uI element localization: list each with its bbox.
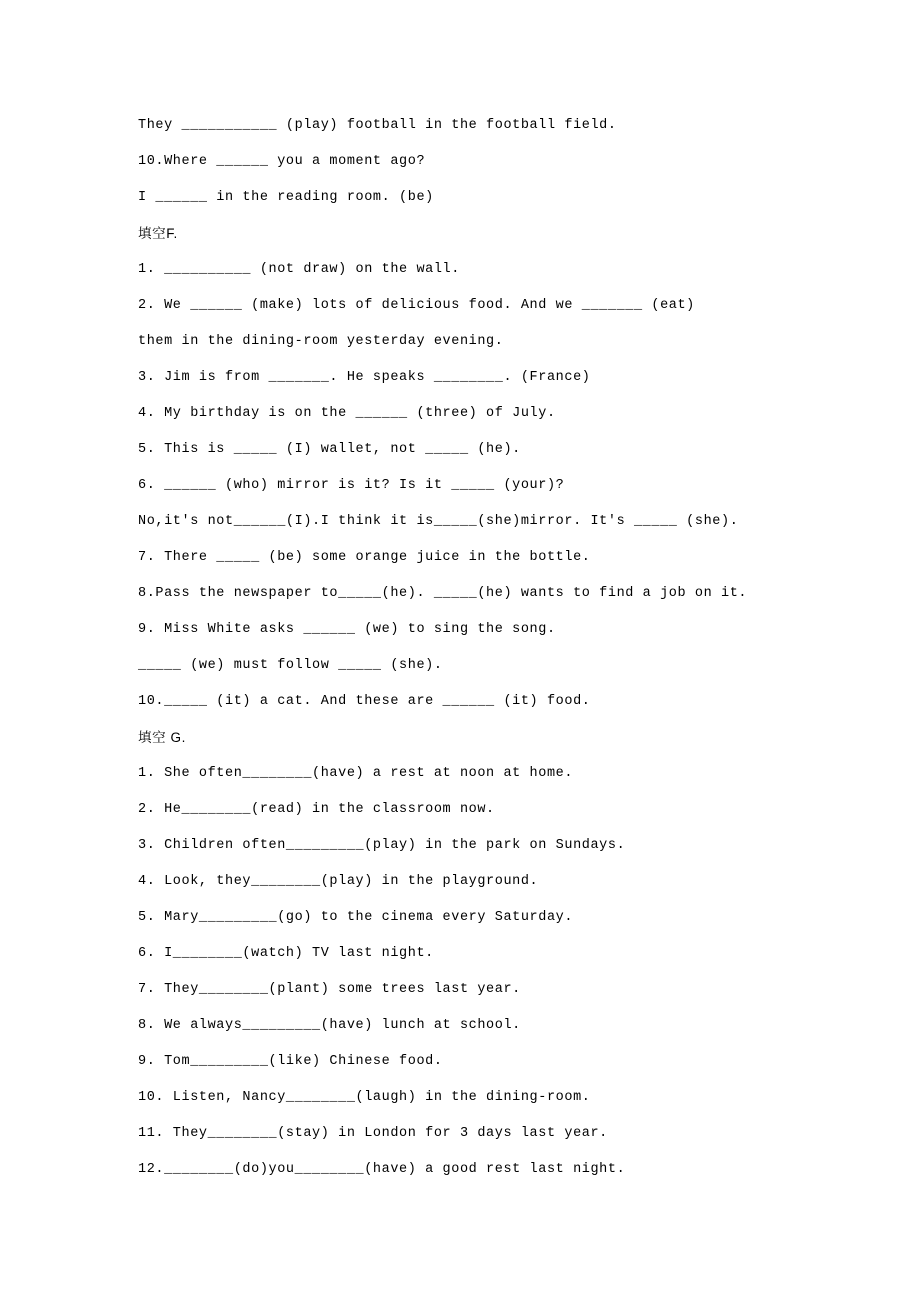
exercise-line: 2. We ______ (make) lots of delicious food. And we _______ (eat) (138, 298, 695, 313)
exercise-line: 5. Mary_________(go) to the cinema every Saturday. (138, 910, 574, 925)
exercise-line: 2. He________(read) in the classroom now. (138, 802, 495, 817)
exercise-line-continued: them in the dining-room yesterday evening. (138, 334, 504, 349)
exercise-line: 9. Miss White asks ______ (we) to sing the song. (138, 622, 556, 637)
exercise-line: 8. We always_________(have) lunch at school. (138, 1018, 521, 1033)
exercise-line: 3. Jim is from _______. He speaks ________. (France) (138, 370, 591, 385)
exercise-line: 12.________(do)you________(have) a good rest last night. (138, 1162, 626, 1177)
exercise-line: They ___________ (play) football in the football field. (138, 118, 617, 133)
exercise-line: 3. Children often_________(play) in the park on Sundays. (138, 838, 626, 853)
exercise-line: 4. My birthday is on the ______ (three) of July. (138, 406, 556, 421)
exercise-line: 7. They________(plant) some trees last year. (138, 982, 521, 997)
exercise-line: 6. I________(watch) TV last night. (138, 946, 434, 961)
exercise-line: 1. __________ (not draw) on the wall. (138, 262, 460, 277)
exercise-line: I ______ in the reading room. (be) (138, 190, 434, 205)
section-heading-f: 填空F. (138, 226, 178, 241)
exercise-line: 10._____ (it) a cat. And these are ______ (it) food. (138, 694, 591, 709)
exercise-line: 4. Look, they________(play) in the playground. (138, 874, 539, 889)
exercise-line: 5. This is _____ (I) wallet, not _____ (he). (138, 442, 521, 457)
section-heading-g: 填空 G. (138, 730, 187, 745)
exercise-line: 1. She often________(have) a rest at noon at home. (138, 766, 574, 781)
exercise-line: 10.Where ______ you a moment ago? (138, 154, 426, 169)
exercise-line: 10. Listen, Nancy________(laugh) in the dining-room. (138, 1090, 591, 1105)
exercise-line: 11. They________(stay) in London for 3 days last year. (138, 1126, 608, 1141)
exercise-line: 7. There _____ (be) some orange juice in the bottle. (138, 550, 591, 565)
exercise-line-continued: _____ (we) must follow _____ (she). (138, 658, 443, 673)
exercise-line: 8.Pass the newspaper to_____(he). _____(he) wants to find a job on it. (138, 586, 748, 601)
exercise-line: 9. Tom_________(like) Chinese food. (138, 1054, 443, 1069)
exercise-line-continued: No,it's not______(I).I think it is_____(she)mirror. It's _____ (she). (138, 514, 739, 529)
exercise-line: 6. ______ (who) mirror is it? Is it _____ (your)? (138, 478, 565, 493)
